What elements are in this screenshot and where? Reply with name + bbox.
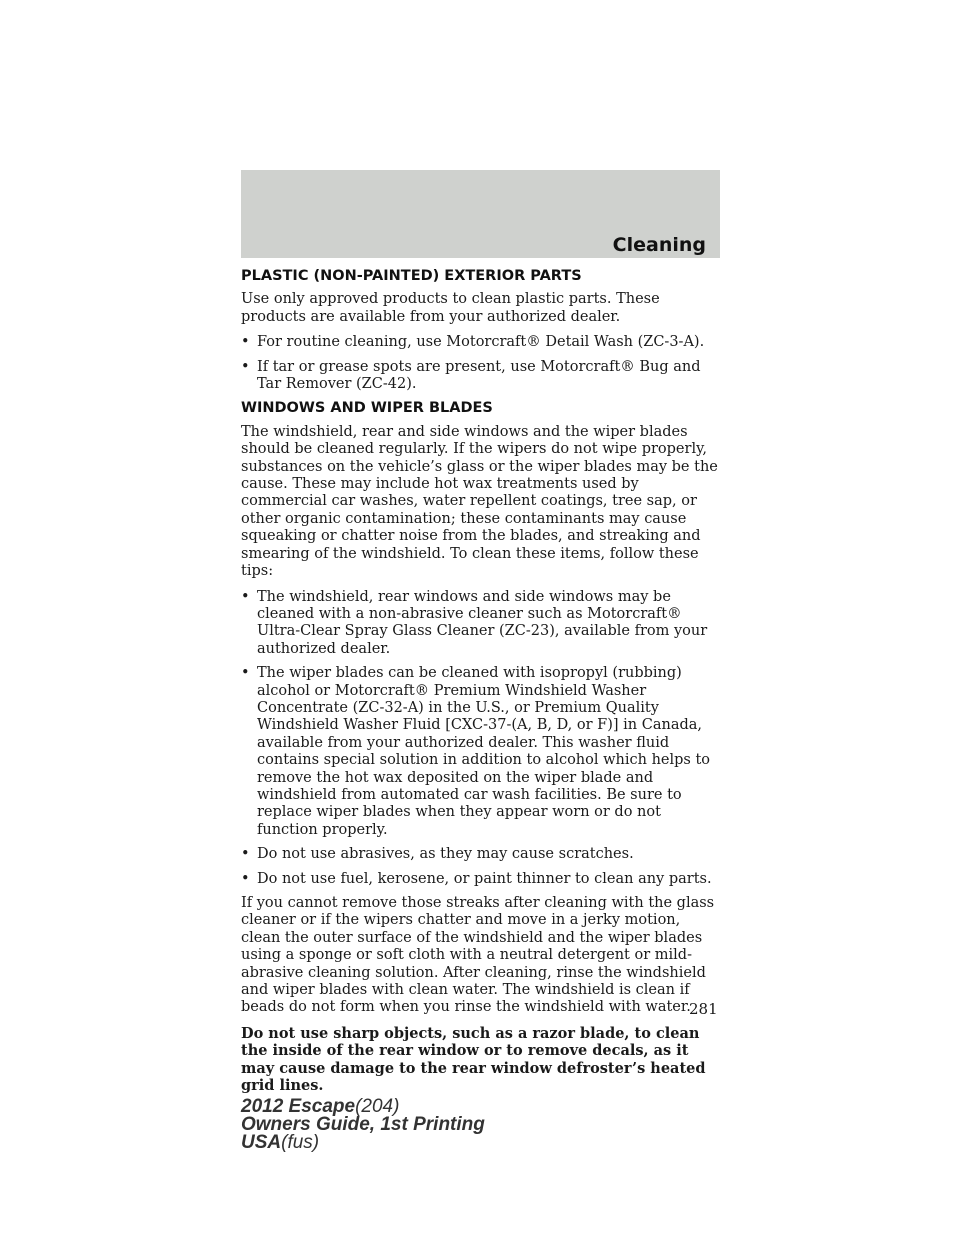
section-title: Cleaning	[612, 234, 706, 256]
list-item: • The wiper blades can be cleaned with isopropyl (rubbing) alcohol or Motorcraft® Premium Windshield Washer Concentrate (ZC-32-A) in the U.S., or Premium Quality Windshield Washer Fluid [CXC-37-(A, B, D, or F)] in Canada, available from your authorized dealer. This washer fluid contains special solution in addition to alcohol which helps to remove the hot wax deposited on the wiper blade and windshield from automated car wash facilities. Be sure to replace wiper blades when they appear worn or do not function properly.	[241, 665, 711, 838]
warning-text: Do not use sharp objects, such as a razor blade, to clean the inside of the rear window or to remove decals, as it may cause damage to the rear window defroster’s heated grid lines.	[241, 1024, 706, 1095]
windows-bullet-list	[241, 589, 723, 889]
print-footer	[241, 1098, 485, 1152]
list-item: • Do not use abrasives, as they may cause scratches.	[241, 846, 634, 863]
windows-heading: WINDOWS AND WIPER BLADES	[241, 400, 493, 417]
footer-model-line: 2012 Escape(204)	[241, 1096, 400, 1117]
list-item: • The windshield, rear windows and side windows may be cleaned with a non-abrasive cleaner such as Motorcraft® Ultra-Clear Spray Glass Cleaner (ZC-23), available from your authorized dealer.	[241, 588, 708, 657]
plastic-heading: PLASTIC (NON-PAINTED) EXTERIOR PARTS	[241, 268, 582, 284]
bullet-icon: •	[241, 334, 250, 351]
plastic-bullet-list	[241, 334, 723, 393]
bullet-icon: •	[241, 358, 250, 375]
windows-followup: If you cannot remove those streaks after cleaning with the glass cleaner or if the wipers chatter and move in a jerky motion, clean the outer surface of the windshield and the wiper blades using a sponge or soft cloth with a neutral detergent or mild-abrasive cleaning solution. After cleaning, rinse the windshield and wiper blades with clean water. The windshield is clean if beads do not form when you rinse the windshield with water.	[241, 895, 715, 1016]
page-number: 281	[689, 1000, 718, 1018]
footer-guide-line: Owners Guide, 1st Printing	[241, 1114, 485, 1135]
bullet-icon: •	[241, 846, 250, 863]
footer-market-line: USA(fus)	[241, 1132, 320, 1153]
page-content	[241, 264, 723, 1102]
windows-intro: The windshield, rear and side windows and the wiper blades should be cleaned regularly. If the wipers do not wipe properly, substances on the vehicle’s glass or the wiper blades may be the cause. These may include hot wax treatments used by commercial car washes, water repellent coatings, tree sap, or other organic contamination; these contaminants may cause squeaking or chatter noise from the blades, and streaking and smearing of the windshield. To clean these items, follow these tips:	[241, 423, 718, 580]
list-item: • If tar or grease spots are present, use Motorcraft® Bug and Tar Remover (ZC-42).	[241, 358, 701, 393]
plastic-intro: Use only approved products to clean plastic parts. These products are available from your authorized dealer.	[241, 291, 660, 325]
bullet-icon: •	[241, 665, 250, 682]
bullet-icon: •	[241, 870, 250, 887]
bullet-icon: •	[241, 588, 250, 605]
list-item: • Do not use fuel, kerosene, or paint thinner to clean any parts.	[241, 870, 712, 887]
section-header	[241, 170, 720, 258]
list-item: • For routine cleaning, use Motorcraft® Detail Wash (ZC-3-A).	[241, 334, 705, 351]
